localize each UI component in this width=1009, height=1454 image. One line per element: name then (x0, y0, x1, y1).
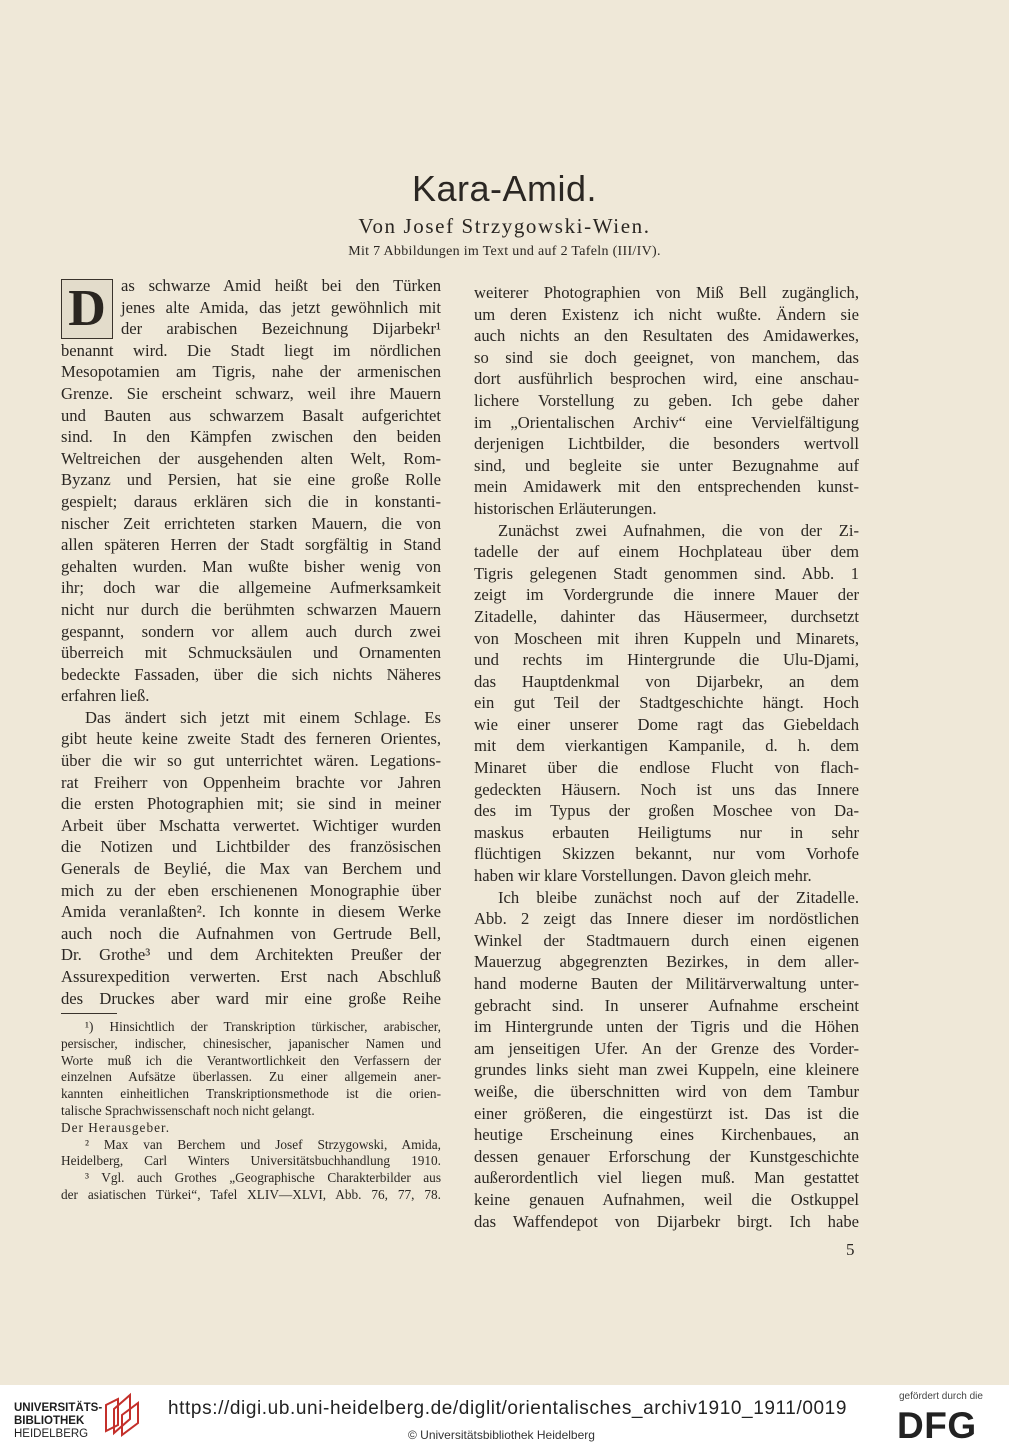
text-line: sind, und begleite sie unter Bezugnahme auf (474, 455, 859, 475)
text-line: das Hauptdenkmal von Dijarbekr, an dem (474, 671, 859, 691)
footnote-line: kannten einheitlichen Transkriptionsmethode ist die orien- (61, 1086, 441, 1102)
text-line: dessen genauer Erforschung der Kunstgeschichte (474, 1146, 859, 1166)
text-line: gebracht sind. In unserer Aufnahme erscheint (474, 995, 859, 1015)
text-line: weiterer Photographien von Miß Bell zugänglich, (474, 283, 859, 302)
text-line: gehalten wurden. Man wußte bisher wenig von (61, 556, 441, 576)
footnote-line: einzelnen Aufsätze überlassen. Zu einer allgemein aner- (61, 1069, 441, 1085)
library-name-line: UNIVERSITÄTS- (14, 1402, 103, 1414)
text-line: dort ausführlich besprochen wird, eine anschau- (474, 369, 859, 389)
text-line: Amida veranlaßten². Ich konnte in diesem Werke (61, 902, 441, 922)
text-line: maskus erbauten Heiligtums nur in sehr (474, 822, 859, 842)
footnote-line: der asiatischen Türkei“, Tafel XLIV—XLVI, Abb. 76, 77, 78. (61, 1186, 441, 1202)
library-name (14, 1402, 102, 1441)
text-line: die Notizen und Lichtbilder des französischen (61, 837, 441, 857)
viewer-footer (0, 1385, 1009, 1454)
text-line: grundes links sieht man zwei Kuppeln, eine kleinere (474, 1060, 859, 1080)
text-line: benannt wird. Die Stadt liegt im nördlichen (61, 340, 441, 360)
text-line: historischen Erläuterungen. (474, 498, 657, 518)
text-line: Generals de Beylié, die Max van Berchem und (61, 859, 441, 879)
text-line: rat Freiherr von Oppenheim brachte vor Jahren (61, 772, 441, 792)
copyright-notice: © Universitätsbibliothek Heidelberg (408, 1428, 595, 1442)
text-line: wie einer unserer Dome ragt das Giebeldach (474, 714, 859, 734)
funding-note: gefördert durch die (899, 1391, 983, 1402)
text-line: mich zu der eben erschienenen Monographie über (61, 880, 441, 900)
text-line: sind. In den Kämpfen zwischen den beiden (61, 427, 441, 447)
text-line: gespannt, sondern vor allem auch durch zwei (61, 621, 441, 641)
text-line: tadelle der auf einem Hochplateau über dem (474, 542, 859, 562)
text-line: bedeckte Fassaden, über die sich nichts Näheres (61, 664, 441, 684)
text-line: mit dem vierkantigen Kampanile, d. h. dem (474, 736, 859, 756)
text-line: Dr. Grothe³ und dem Architekten Preußer der (61, 945, 441, 965)
footnote-line: Heidelberg, Carl Winters Universitätsbuchhandlung 1910. (61, 1153, 441, 1169)
text-line: derjenigen Lichtbilder, die besonders wertvoll (474, 434, 859, 454)
text-line: Zunächst zwei Aufnahmen, die von der Zi- (498, 520, 859, 540)
text-line: außerordentlich viel liegen muß. Man gestattet (474, 1168, 859, 1188)
text-line: ihr; doch war die allgemeine Aufmerksamkeit (61, 578, 441, 598)
text-line: gespielt; daraus erklären sich die in konstanti- (61, 491, 441, 511)
footnote-line: ² Max van Berchem und Josef Strzygowski, Amida, (85, 1136, 441, 1152)
text-line: allen späteren Herren der Stadt sorgfältig in Stand (61, 535, 441, 555)
text-line: gibt heute keine zweite Stadt des ferneren Orientes, (61, 729, 441, 749)
text-line: und Bauten aus schwarzem Basalt aufgerichtet (61, 405, 441, 425)
text-line: Mauerzug abgegrenzten Bezirkes, in dem aller- (474, 952, 859, 972)
footnote-line: ³ Vgl. auch Grothes „Geographische Charakterbilder aus (85, 1170, 441, 1186)
text-line: haben wir klare Vorstellungen. Davon gleich mehr. (474, 866, 812, 886)
footnotes (61, 1019, 441, 1204)
text-line: am jenseitigen Ufer. An der Grenze des Vorder- (474, 1038, 859, 1058)
text-line: heutige Erscheinung eines Kirchenbaues, an (474, 1125, 859, 1145)
text-line: Abb. 2 zeigt das Innere dieser im nordöstlichen (474, 909, 859, 929)
text-line: flüchtigen Skizzen bekannt, nur vom Vorhofe (474, 844, 859, 864)
text-line: as schwarze Amid heißt bei den Türken (121, 276, 441, 295)
text-line: über die wir so gut unterrichtet wären. Legations- (61, 751, 441, 771)
text-line: nicht nur durch die berühmten schwarzen Mauern (61, 599, 441, 619)
article-author: Von Josef Strzygowski-Wien. (358, 214, 651, 238)
text-line: das Waffendepot von Dijarbekr birgt. Ich habe (474, 1211, 859, 1231)
text-line: im „Orientalischen Archiv“ eine Vervielfältigung (474, 412, 859, 432)
text-line: lichere Vorstellung zu geben. Ich gebe daher (474, 390, 859, 410)
text-line: Zitadelle, dahinter das Häusermeer, durchsetzt (474, 606, 859, 626)
text-line: Das ändert sich jetzt mit einem Schlage. Es (85, 707, 441, 727)
text-line: gedeckten Häusern. Noch ist uns das Innere (474, 779, 859, 799)
left-column (61, 275, 441, 1009)
text-line: hand moderne Bauten der Militärverwaltung unter- (474, 974, 859, 993)
dfg-logo: DFG (897, 1405, 977, 1446)
text-line: jenes alte Amida, das jetzt gewöhnlich mit (121, 297, 441, 317)
text-line: Grenze. Sie erscheint schwarz, weil ihre Mauern (61, 383, 441, 403)
right-column (474, 282, 859, 1232)
footnote-line: Worte muß ich die Verantwortlichkeit den Verfassern der (61, 1052, 441, 1068)
text-line: Mesopotamien am Tigris, nahe der armenischen (61, 362, 441, 382)
text-line: des Druckes aber ward mir eine große Reihe (61, 988, 441, 1008)
text-line: Winkel der Stadtmauern durch einen eigenen (474, 930, 859, 950)
text-line: auch noch die Aufnahmen von Gertrude Bell, (61, 923, 441, 943)
article-title: Kara-Amid. (411, 168, 598, 209)
text-line: Arbeit über Mschatta verwertet. Wichtiger wurden (61, 815, 441, 835)
article-subtitle: Mit 7 Abbildungen im Text und auf 2 Tafeln (III/IV). (348, 244, 661, 259)
text-line: ein gut Teil der Stadtgeschichte hängt. Hoch (474, 693, 859, 713)
library-name-line: HEIDELBERG (14, 1428, 89, 1440)
text-line: von Moscheen mit ihren Kuppeln und Minarets, (474, 628, 859, 648)
text-line: Weltreichen der ausgehenden alten Welt, Rom- (61, 448, 441, 468)
text-line: Minaret über die endlose Flucht von flach- (474, 758, 859, 778)
footnote-line: ¹) Hinsichtlich der Transkription türkischer, arabischer, (85, 1019, 441, 1034)
text-line: Tigris gelegenen Stadt genommen sind. Abb. 1 (474, 563, 859, 583)
library-name-line: BIBLIOTHEK (14, 1415, 85, 1427)
page-number: 5 (846, 1240, 855, 1259)
footnote-line: talische Sprachwissenschaft noch nicht gelangt. (61, 1102, 315, 1118)
footnote-line: persischer, indischer, chinesischer, japanischer Namen und (61, 1035, 441, 1051)
library-logo-icon (100, 1391, 144, 1437)
text-line: so sind sie doch geeignet, von manchem, das (474, 347, 859, 367)
text-line: zeigt im Vordergrunde die innere Mauer der (474, 585, 859, 605)
text-line: einer größeren, die eingestürzt ist. Das ist die (474, 1103, 859, 1123)
footnote-signature: Der Herausgeber. (61, 1119, 171, 1135)
text-line: erfahren ließ. (61, 686, 150, 706)
text-line: um deren Existenz ich nicht wußte. Ändern sie (474, 304, 859, 324)
text-line: und rechts im Hintergrunde die Ulu-Djami, (474, 650, 859, 670)
text-line: der arabischen Bezeichnung Dijarbekr¹ (121, 319, 441, 339)
text-line: Assurexpedition verwerten. Erst nach Abschluß (61, 967, 441, 986)
text-line: überreich mit Schmucksäulen und Ornamenten (61, 643, 441, 663)
text-line: keine genauen Aufnahmen, weil die Ostkuppel (474, 1189, 859, 1209)
footnote-divider (61, 1013, 117, 1014)
text-line: des im Typus der großen Moschee von Da- (474, 801, 859, 821)
text-line: Ich bleibe zunächst noch auf der Zitadelle. (498, 887, 859, 907)
text-line: im Hintergrunde unten der Tigris und die Höhen (474, 1017, 859, 1037)
text-line: auch nichts an den Resultaten des Amidawerkes, (474, 326, 859, 346)
initial-letter: D (68, 280, 106, 337)
page-url-link[interactable]: https://digi.ub.uni-heidelberg.de/diglit/orientalisches_archiv1910_1911/0019 (168, 1398, 848, 1419)
text-line: mein Amidawerk mit den entsprechenden kunst- (474, 477, 859, 497)
text-line: nischer Zeit errichteten starken Mauern, die von (61, 513, 441, 533)
text-line: die ersten Photographien mit; sie sind in meiner (61, 794, 441, 814)
text-line: weiße, die überschnitten wird von dem Tambur (474, 1081, 859, 1101)
text-line: Byzanz und Persien, hat sie eine große Rolle (61, 470, 441, 490)
